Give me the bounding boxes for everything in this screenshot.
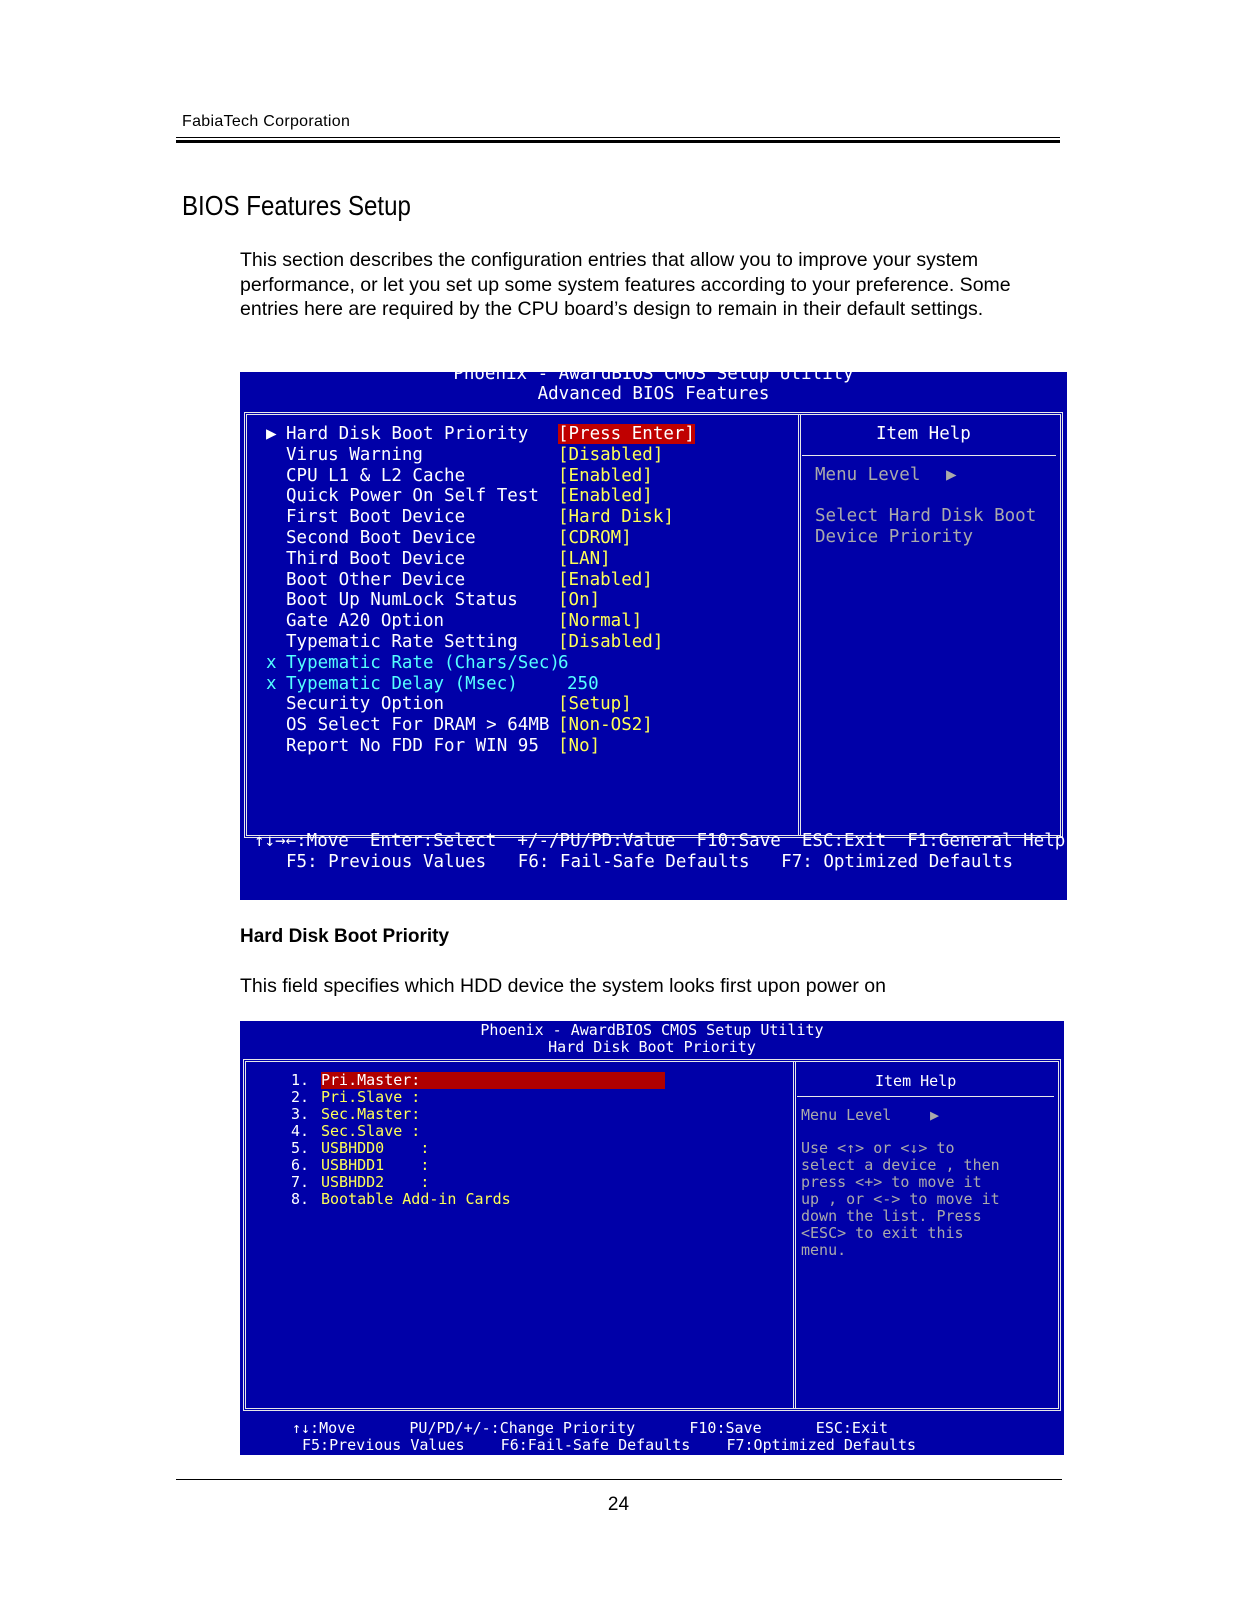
bios-item-marker: ▶: [266, 424, 277, 444]
bios-item-value[interactable]: 250: [567, 673, 599, 694]
bios-item-label[interactable]: First Boot Device: [286, 507, 466, 528]
device-label[interactable]: USBHDD2 :: [321, 1173, 430, 1191]
device-label[interactable]: Pri.Slave :: [321, 1088, 421, 1106]
bios-footer-keys: ↑↓→←:Move Enter:Select +/-/PU/PD:Value F10:Save ESC:Exit F1:General Help: [254, 831, 1066, 851]
bios-item-value[interactable]: 6: [558, 652, 569, 673]
help-title: Item Help: [876, 424, 971, 444]
bios-item-label[interactable]: Gate A20 Option: [286, 611, 445, 632]
section-intro: This section describes the configuration entries that allow you to improve your system performance, or let you set up some system features according to your preference. Some entries here are required by the CPU board’s design to remain in their default settings.: [240, 249, 1011, 320]
help2-line: select a device , then: [801, 1156, 1000, 1174]
bios-item-value[interactable]: [Setup]: [558, 694, 632, 715]
bios-item-label[interactable]: Hard Disk Boot Priority: [286, 424, 529, 444]
bios-item-value[interactable]: [Non-OS2]: [558, 715, 653, 736]
bios-item-label[interactable]: Security Option: [286, 694, 445, 715]
bios-item-value[interactable]: [Enabled]: [558, 569, 653, 590]
bios2-title: Phoenix - AwardBIOS CMOS Setup Utility: [480, 1021, 824, 1039]
bios-subtitle: Advanced BIOS Features: [537, 384, 770, 404]
bios-item-marker: x: [266, 673, 277, 694]
bios-item-value[interactable]: [CDROM]: [558, 528, 632, 548]
subsection-text: This field specifies which HDD device the system looks first upon power on: [240, 975, 886, 997]
help2-line: menu.: [801, 1241, 847, 1259]
menu-level-arrow-icon: ▶: [946, 465, 957, 485]
bios-item-value[interactable]: [LAN]: [558, 548, 611, 569]
menu2-level-label: Menu Level: [801, 1106, 892, 1124]
bios-item-label[interactable]: Second Boot Device: [286, 528, 476, 548]
device-label[interactable]: Sec.Master:: [321, 1105, 421, 1123]
bios-item-label[interactable]: Typematic Rate (Chars/Sec): [286, 652, 560, 673]
header-rule-thick: [176, 140, 1060, 143]
bios-item-value[interactable]: [Enabled]: [558, 465, 653, 486]
device-label[interactable]: USBHDD0 :: [321, 1139, 430, 1157]
device-number: 8.: [291, 1190, 310, 1208]
bios-item-value[interactable]: [Disabled]: [558, 632, 664, 652]
device-label[interactable]: Bootable Add-in Cards: [321, 1190, 511, 1208]
device-label[interactable]: Sec.Slave :: [321, 1122, 421, 1140]
bios-item-label[interactable]: Boot Up NumLock Status: [286, 590, 518, 611]
section-title: BIOS Features Setup: [182, 190, 411, 221]
bios-item-label[interactable]: CPU L1 & L2 Cache: [286, 465, 466, 486]
bios-item-value[interactable]: [Press Enter]: [558, 424, 695, 444]
bios2-footer-defaults: F5:Previous Values F6:Fail-Safe Defaults F7:Optimized Defaults: [302, 1436, 917, 1454]
help-line: Select Hard Disk Boot: [815, 506, 1037, 526]
help2-title: Item Help: [875, 1072, 957, 1090]
menu2-level-arrow-icon: ▶: [930, 1106, 940, 1124]
bios2-footer-keys: ↑↓:Move PU/PD/+/-:Change Priority F10:Save ESC:Exit: [292, 1419, 889, 1437]
bios-item-label[interactable]: Typematic Delay (Msec): [286, 673, 518, 694]
device-number: 4.: [291, 1122, 310, 1140]
bios-title: Phoenix - AwardBIOS CMOS Setup Utility: [453, 364, 854, 384]
bios2-help-rule: [797, 1096, 1054, 1097]
bios-item-label[interactable]: Report No FDD For WIN 95: [286, 736, 539, 756]
help2-line: down the list. Press: [801, 1207, 982, 1225]
bios-item-value[interactable]: [Normal]: [558, 611, 643, 632]
bios2-divider: [793, 1062, 796, 1408]
device-number: 2.: [291, 1088, 310, 1106]
device-number: 3.: [291, 1105, 310, 1123]
bios-item-label[interactable]: Virus Warning: [286, 444, 423, 465]
bios-item-label[interactable]: Quick Power On Self Test: [286, 486, 539, 507]
bios-item-value[interactable]: [Hard Disk]: [558, 507, 674, 528]
help2-line: up , or <-> to move it: [801, 1190, 1000, 1208]
bios-item-marker: x: [266, 652, 277, 673]
device-number: 7.: [291, 1173, 310, 1191]
header-rule-thin: [176, 137, 1060, 138]
bios-item-value[interactable]: [On]: [558, 590, 601, 611]
device-label[interactable]: USBHDD1 :: [321, 1156, 430, 1174]
bios-help-rule: [802, 455, 1056, 456]
company-name: FabiaTech Corporation: [182, 113, 351, 130]
bios-hdd-priority-screen: [240, 1021, 1064, 1455]
menu-level-label: Menu Level: [815, 465, 921, 485]
help2-line: press <+> to move it: [801, 1173, 982, 1191]
bios-item-label[interactable]: Typematic Rate Setting: [286, 632, 518, 652]
bios-item-value[interactable]: [No]: [558, 736, 601, 756]
bios2-subtitle: Hard Disk Boot Priority: [548, 1038, 756, 1056]
footer-rule: [176, 1479, 1062, 1480]
bios-item-label[interactable]: Third Boot Device: [286, 548, 466, 569]
subsection-title: Hard Disk Boot Priority: [240, 926, 450, 947]
bios-item-value[interactable]: [Disabled]: [558, 444, 664, 465]
page-number: 24: [607, 1494, 630, 1515]
help-line: Device Priority: [815, 526, 974, 547]
device-label[interactable]: Pri.Master:: [321, 1071, 421, 1089]
device-number: 6.: [291, 1156, 310, 1174]
bios-divider: [798, 415, 801, 835]
bios-item-label[interactable]: OS Select For DRAM > 64MB: [286, 715, 550, 736]
device-number: 1.: [291, 1071, 310, 1089]
bios-advanced-features-screen: [240, 364, 1067, 900]
help2-line: <ESC> to exit this: [801, 1224, 964, 1242]
bios-item-label[interactable]: Boot Other Device: [286, 569, 466, 590]
help2-line: Use <↑> or <↓> to: [801, 1139, 955, 1157]
bios-footer-defaults: F5: Previous Values F6: Fail-Safe Defaults F7: Optimized Defaults: [286, 852, 1013, 872]
device-number: 5.: [291, 1139, 310, 1157]
bios-item-value[interactable]: [Enabled]: [558, 486, 653, 507]
